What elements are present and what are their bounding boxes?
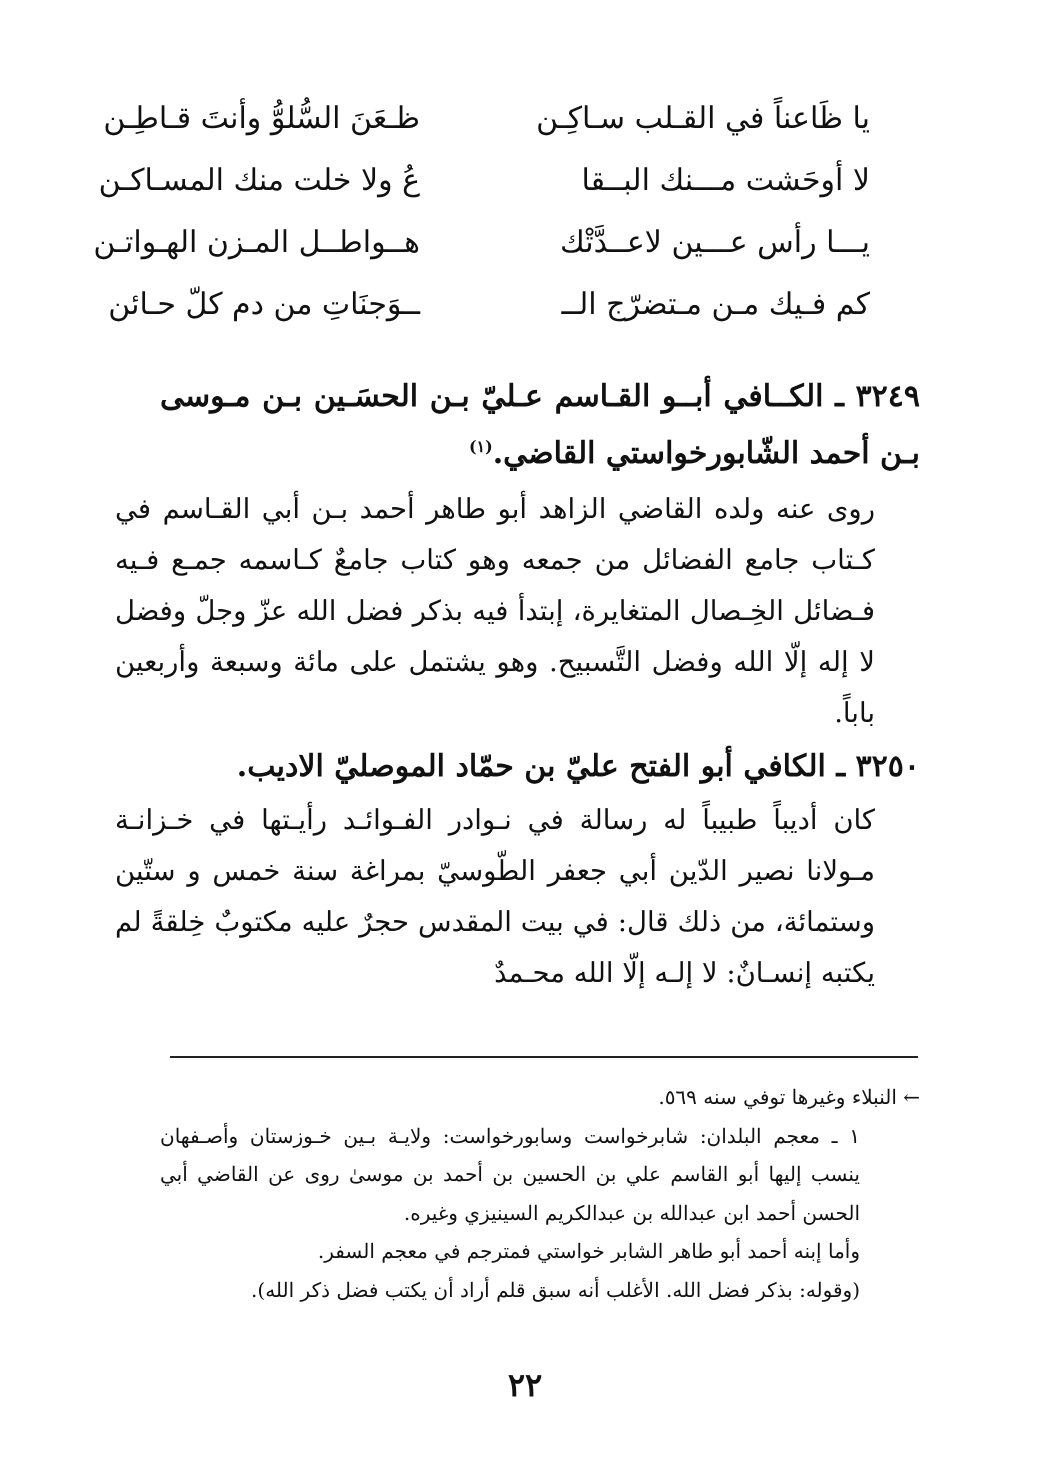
footnotes [160,1078,920,1309]
entry-3250-body: كان أديباً طبيباً له رسالة في نـوادر الفـوائـد رأيـتها في خـزانـة مـولانا نصير الدّين أبي جعفر الطّوسيّ بمراغة سنة خمس و ستّين وستمائة، من ذلك قال: في بيت المقدس حجرٌ عليه مكتوبٌ خِلقةً لم يكتبه إنسـانٌ: لا إلـه إلّا الله محـمدٌ [115,804,875,989]
footnote-1-addition: وأما إبنه أحمد أبو طاهر الشابر خواستي فمترجم في معجم السفر. [317,1239,860,1263]
entry-3249-heading [160,372,920,479]
entry-3250-heading: ٣٢٥٠ ـ الكافي أبو الفتح عليّ بن حمّاد الموصليّ الاديب. [236,749,920,784]
verse-first-hemistich: كم فـيك مـن مـتضرّج الــ [561,287,870,322]
verse-second-hemistich: هــواطــل المـزن الهـواتـن [93,225,420,260]
verse-first-hemistich: يـــا رأس عـــين لاعــدَّتْك [559,225,870,260]
entry-heading-text: ٣٢٤٩ ـ الكــافي أبــو القـاسم عـليّ بـن الحسَـين بـن مـوسى بـن أحمد الشّابورخواستي القاضي. [160,379,920,471]
page-number: ٢٢ [507,1366,543,1404]
poem-verse [98,150,910,212]
poem-verse [103,88,910,150]
poem [93,88,910,336]
footnote-1: ١ ـ معجم البلدان: شابرخواست وسابورخواست: ولايـة بـين خـوزستان وأصـفهان ينسب إليها أبو القاسم علي بن الحسين بن أحمد بن موسىٰ روى عن القاضي أبي الحسن أحمد ابن عبدالله بن عبدالكريم السينيزي وغيره. [160,1123,860,1225]
footnote-continuation: ← النبلاء وغيرها توفي سنه ٥٦٩. [658,1085,920,1109]
poem-verse [108,274,910,336]
verse-first-hemistich: يا ظَاعناً في القـلب سـاكِـن [536,101,870,136]
entry-3249-body: روى عنه ولده القاضي الزاهد أبو طاهر أحمد بـن أبي القـاسم في كـتاب جامع الفضائل من جمعه وهو كتاب جامعٌ كـاسمه جمـع فـيه فـضائل الخِـصال المتغايرة، إبتدأ فيه بذكر فضل الله عزّ وجلّ وفضل لا إله إلّا الله وفضل التَّسبيح. وهو يشتمل على مائة وسبعة وأربعين باباً. [115,493,875,729]
poem-verse [93,212,910,274]
footnote-1-remark: (وقوله: بذكر فضل الله. الأغلب أنه سبق قلم أراد أن يكتب فضل ذكر الله). [251,1277,860,1302]
verse-second-hemistich: ــوَجنَاتِ من دم كلّ حـائن [108,287,420,322]
footnote-divider [170,1056,918,1058]
footnote-reference[interactable]: (١) [468,437,493,456]
verse-second-hemistich: عُ ولا خلت منك المسـاكـن [98,163,420,198]
verse-first-hemistich: لا أوحَشت مـــنك البــقا [581,163,870,198]
verse-second-hemistich: ظـعَنَ السُّلوُّ وأنتَ قـاطِـن [103,101,420,136]
